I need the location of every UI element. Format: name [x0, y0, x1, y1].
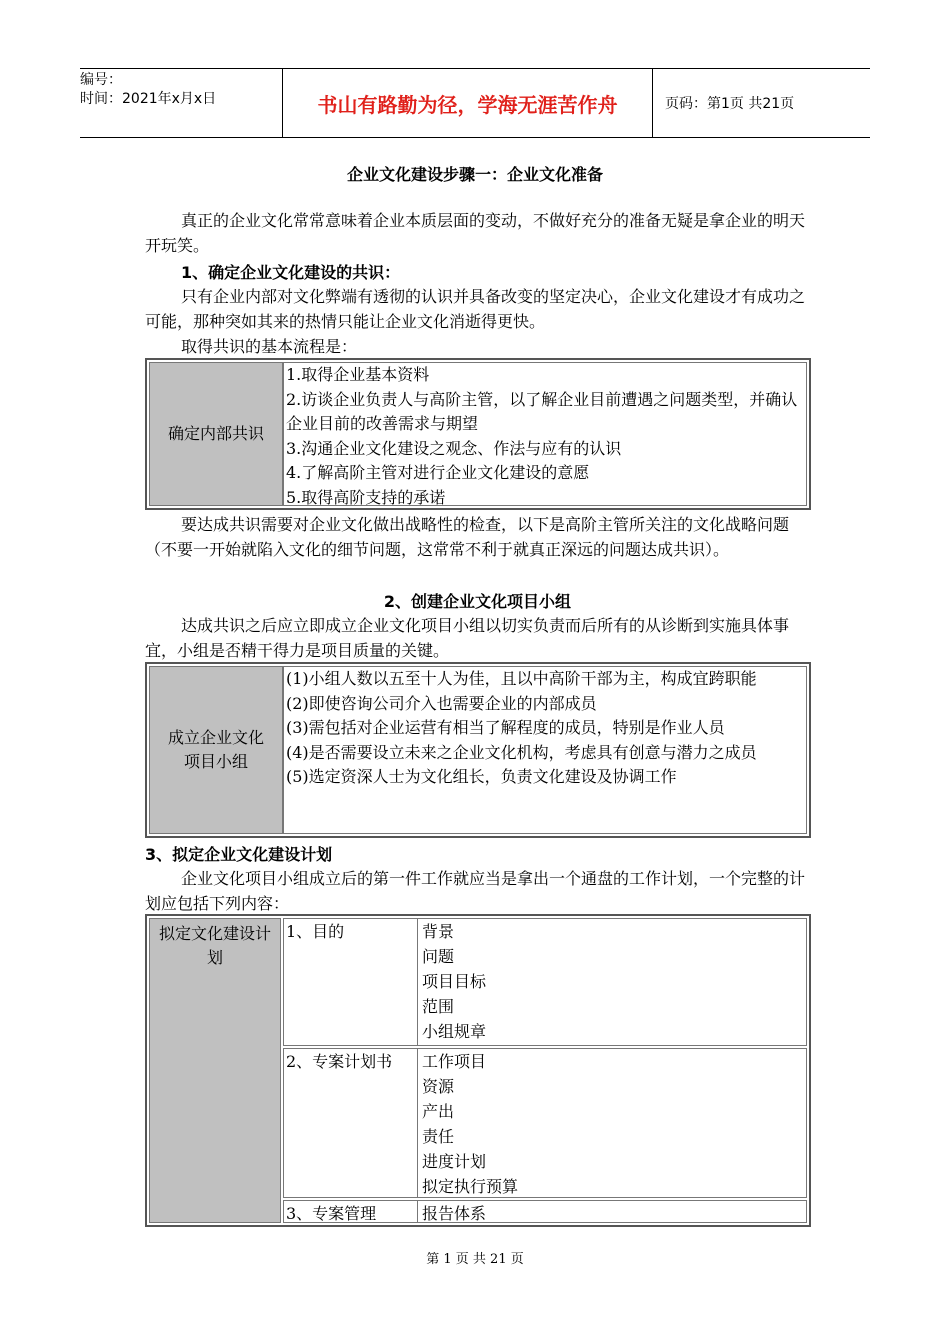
plan-group-project-management [283, 1200, 807, 1223]
header-motto: 书山有路勤为径，学海无涯苦作舟 [282, 69, 653, 137]
list-item: 小组规章 [422, 1022, 487, 1041]
project-team-table-label [149, 666, 283, 834]
list-item: (5)选定资深人士为文化组长，负责文化建设及协调工作 [286, 767, 677, 786]
list-item: 进度计划 [422, 1152, 487, 1171]
list-item: 5.取得高阶支持的承诺 [286, 487, 446, 507]
page-footer: 第 1 页 共 21 页 [426, 1252, 524, 1267]
list-item: 拟定执行预算 [422, 1177, 519, 1196]
list-item: 责任 [422, 1127, 455, 1146]
page-header [80, 68, 870, 138]
list-item: 问题 [422, 947, 455, 966]
list-item: 3.沟通企业文化建设之观念、作法与应有的认识 [286, 438, 622, 458]
section-2-heading: 2、创建企业文化项目小组 [383, 592, 572, 611]
plan-group-values [420, 919, 806, 1045]
section-1-after-paragraph: 要达成共识需要对企业文化做出战略性的检查，以下是高阶主管所关注的文化战略问题（不要一开始就陷入文化的细节问题，这常常不利于就真正深远的问题达成共识）。 [145, 515, 790, 559]
plan-group-project-plan [283, 1048, 807, 1198]
header-meta [80, 69, 282, 137]
header-page-info: 页码：第1页 共21页 [665, 96, 795, 112]
section-1-flow-label: 取得共识的基本流程是： [181, 337, 358, 356]
section-1-heading: 1、确定企业文化建设的共识： [181, 263, 401, 282]
section-1-paragraph: 只有企业内部对文化弊端有透彻的认识并具备改变的坚定决心，企业文化建设才有成功之可能，那种突如其来的热情只能让企业文化消逝得更快。 [145, 287, 806, 331]
section-3-paragraph: 企业文化项目小组成立后的第一件工作就应当是拿出一个通盘的工作计划，一个完整的计划应包括下列内容： [145, 869, 806, 913]
consensus-table-label: 确定内部共识 [149, 362, 283, 506]
list-item: (1)小组人数以五至十人为佳，且以中高阶干部为主，构成宜跨职能 [286, 669, 757, 688]
plan-group-values [420, 1201, 806, 1222]
number-label: 编号： [80, 72, 122, 88]
list-item: 范围 [422, 997, 455, 1016]
plan-group-key: 2、专案计划书 [284, 1049, 418, 1197]
consensus-table [145, 358, 811, 510]
date-line: 时间：2021年x月x日 [80, 91, 217, 107]
consensus-table-items [283, 362, 807, 506]
list-item: (2)即使咨询公司介入也需要企业的内部成员 [286, 693, 597, 713]
plan-table-label [149, 918, 281, 1223]
section-3-heading: 3、拟定企业文化建设计划 [145, 845, 333, 864]
intro-paragraph: 真正的企业文化常常意味着企业本质层面的变动，不做好充分的准备无疑是拿企业的明天开玩笑。 [145, 211, 806, 255]
project-team-table-items [283, 666, 807, 834]
list-item: 资源 [422, 1077, 455, 1096]
list-item: 项目目标 [422, 972, 487, 991]
list-item: (4)是否需要设立未来之企业文化机构，考虑具有创意与潜力之成员 [286, 742, 757, 762]
plan-group-key: 1、目的 [284, 919, 418, 1045]
project-team-table [145, 662, 811, 838]
plan-group-key: 3、专案管理 [284, 1201, 418, 1222]
list-item: 产出 [422, 1102, 455, 1121]
plan-group-values [420, 1049, 806, 1197]
list-item: 背景 [422, 922, 455, 941]
project-team-label-text: 成立企业文化项目小组 [167, 728, 264, 771]
list-item: 4.了解高阶主管对进行企业文化建设的意愿 [286, 463, 590, 482]
list-item: 工作项目 [422, 1052, 487, 1071]
list-item: 1.取得企业基本资料 [286, 365, 430, 384]
plan-table [145, 914, 811, 1227]
section-2-paragraph: 达成共识之后应立即成立企业文化项目小组以切实负责而后所有的从诊断到实施具体事宜，小组是否精干得力是项目质量的关键。 [145, 616, 790, 660]
list-item: 2.访谈企业负责人与高阶主管，以了解企业目前遭遇之问题类型，并确认企业目前的改善需求与期望 [286, 389, 798, 433]
list-item: 报告体系 [422, 1204, 487, 1223]
plan-label-text: 拟定文化建设计划 [158, 924, 271, 967]
document-title: 企业文化建设步骤一：企业文化准备 [346, 165, 603, 184]
plan-group-purpose [283, 918, 807, 1046]
list-item: (3)需包括对企业运营有相当了解程度的成员，特别是作业人员 [286, 718, 725, 737]
